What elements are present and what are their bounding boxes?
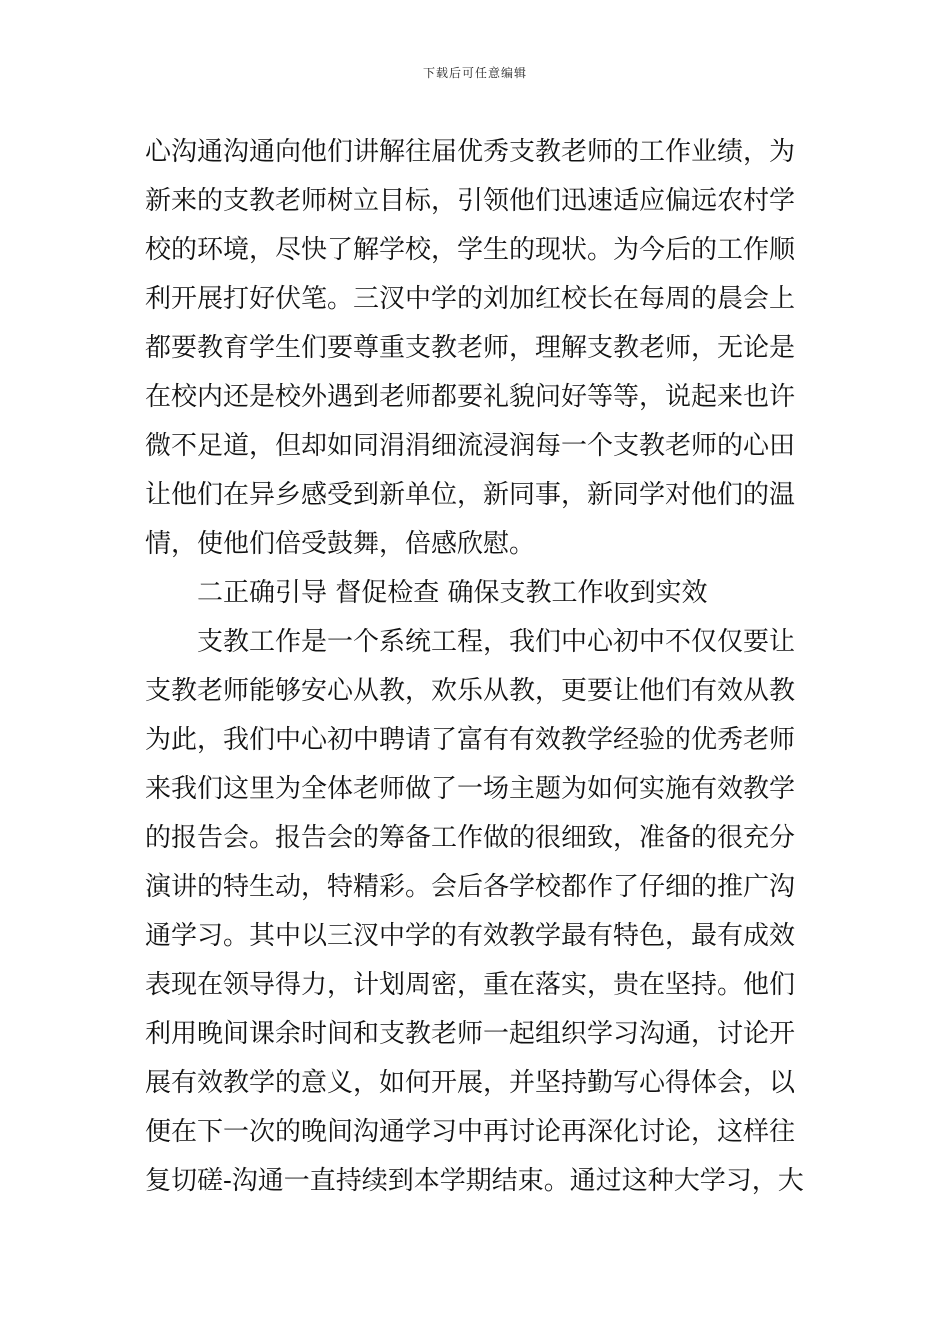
text-line: 在校内还是校外遇到老师都要礼貌问好等等，说起来也许 — [145, 382, 796, 412]
text-line: 为此，我们中心初中聘请了富有有效教学经验的优秀老师 — [145, 725, 796, 755]
document-body — [145, 128, 810, 1206]
text-line: 展有效教学的意义，如何开展，并坚持勤写心得体会，以 — [145, 1068, 796, 1098]
text-line: 来我们这里为全体老师做了一场主题为如何实施有效教学 — [145, 774, 796, 804]
text-line: 的报告会。报告会的筹备工作做的很细致，准备的很充分 — [145, 823, 796, 853]
text-line: 都要教育学生们要尊重支教老师，理解支教老师，无论是 — [145, 333, 796, 363]
paragraph-first-line: 支教工作是一个系统工程，我们中心初中不仅仅要让 — [197, 627, 796, 657]
section-heading: 二正确引导 督促检查 确保支教工作收到实效 — [197, 578, 708, 608]
text-line: 利开展打好伏笔。三汊中学的刘加红校长在每周的晨会上 — [145, 284, 796, 314]
text-line: 校的环境，尽快了解学校，学生的现状。为今后的工作顺 — [145, 235, 796, 265]
text-line: 情，使他们倍受鼓舞，倍感欣慰。 — [145, 529, 536, 559]
text-line: 心沟通沟通向他们讲解往届优秀支教老师的工作业绩，为 — [145, 137, 796, 167]
text-line: 复切磋-沟通一直持续到本学期结束。通过这种大学习，大 — [145, 1166, 804, 1196]
text-line: 支教老师能够安心从教，欢乐从教，更要让他们有效从教 — [145, 676, 796, 706]
text-line: 微不足道，但却如同涓涓细流浸润每一个支教老师的心田 — [145, 431, 796, 461]
text-line: 便在下一次的晚间沟通学习中再讨论再深化讨论，这样往 — [145, 1117, 796, 1147]
text-line: 通学习。其中以三汊中学的有效教学最有特色，最有成效 — [145, 921, 796, 951]
text-line: 新来的支教老师树立目标，引领他们迅速适应偏远农村学 — [145, 186, 796, 216]
text-line: 利用晚间课余时间和支教老师一起组织学习沟通，讨论开 — [145, 1019, 796, 1049]
page-header: 下载后可任意编辑 — [422, 66, 527, 80]
text-line: 让他们在异乡感受到新单位，新同事，新同学对他们的温 — [145, 480, 796, 510]
text-line: 演讲的特生动，特精彩。会后各学校都作了仔细的推广沟 — [145, 872, 796, 902]
text-line: 表现在领导得力，计划周密，重在落实，贵在坚持。他们 — [145, 970, 796, 1000]
